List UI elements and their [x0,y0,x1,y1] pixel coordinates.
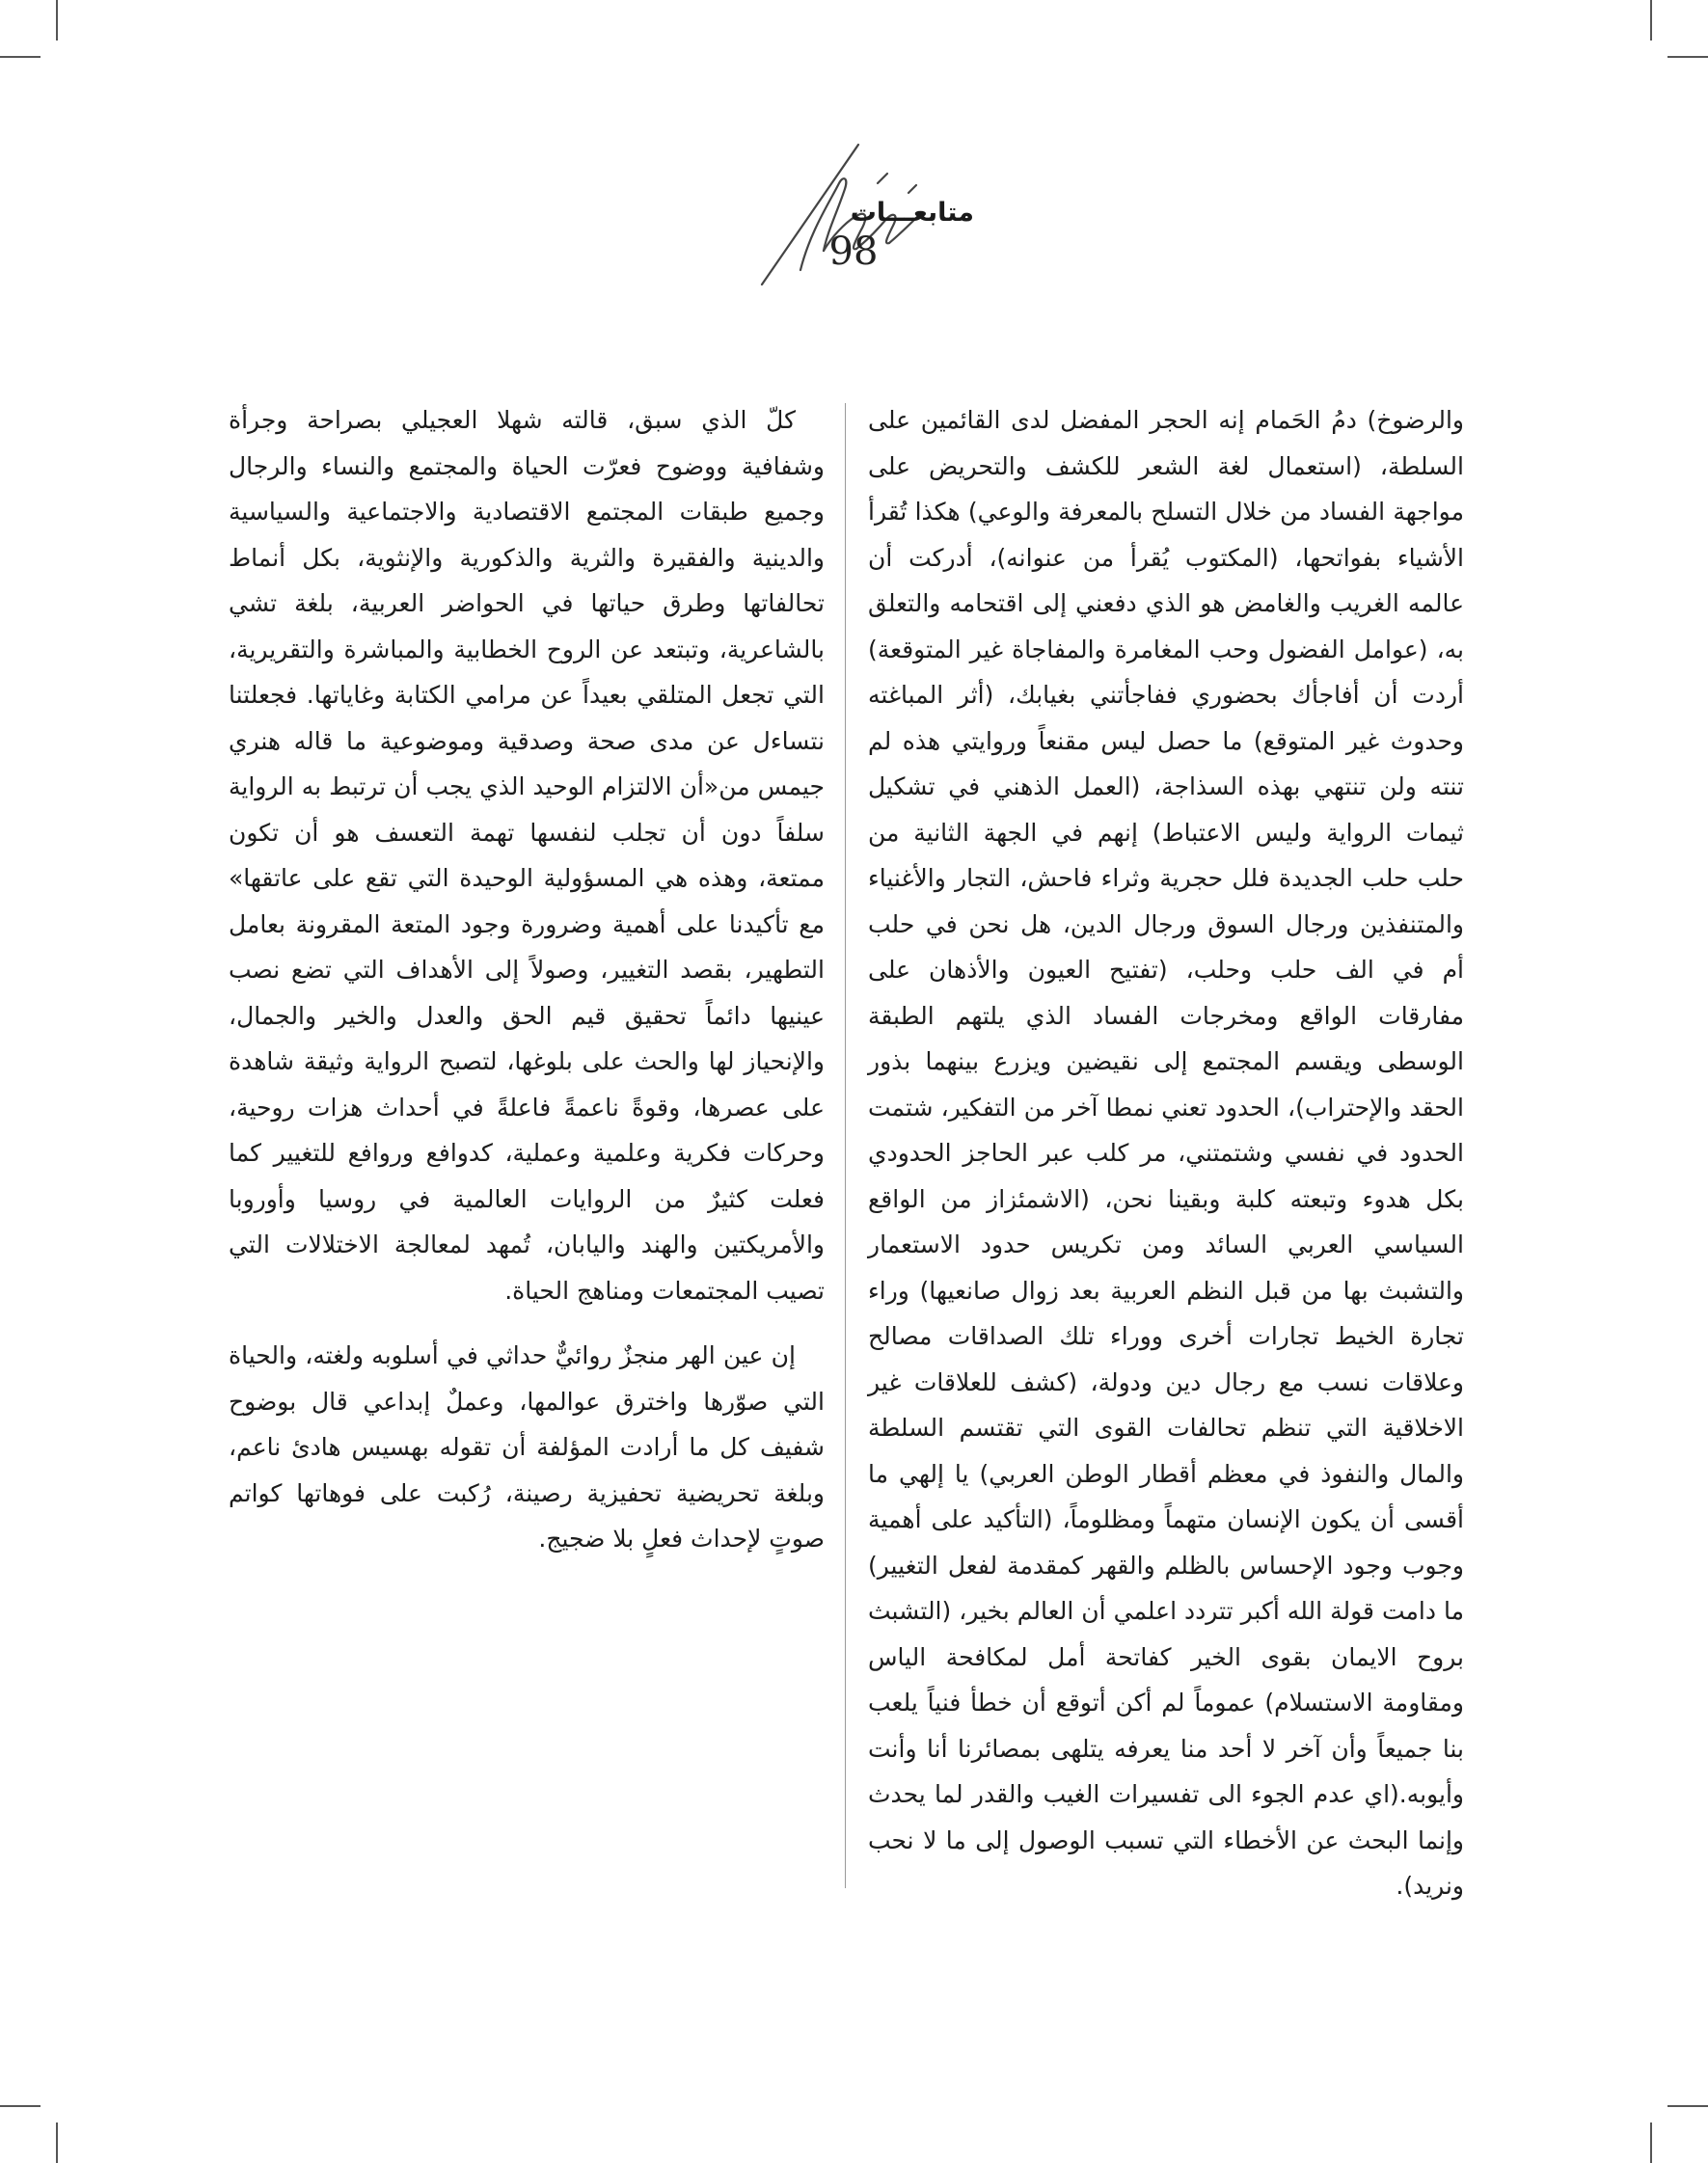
page-number: 98 [828,230,879,274]
crop-mark [56,2122,58,2163]
paragraph: كلّ الذي سبق، قالته شهلا العجيلي بصراحة وجرأة وشفافية ووضوح فعرّت الحياة والمجتمع والنساء والرجال وجميع طبقات المجتمع الاقتصادية والاجتماعية والسياسية والدينية والفقيرة والثرية والذكورية والإنثوية، بكل أنماط تحالفاتها وطرق حياتها في الحواضر العربية، بلغة تشي بالشاعرية، وتبتعد عن الروح الخطابية والمباشرة والتقريرية، التي تجعل المتلقي بعيداً عن مرامي الكتابة وغاياتها. فجعلتنا نتساءل عن مدى صحة وصدقية وموضوعية ما قاله هنري جيمس من«أن الالتزام الوحيد الذي يجب أن ترتبط به الرواية سلفاً دون أن تجلب لنفسها تهمة التعسف هو أن تكون ممتعة، وهذه هي المسؤولية الوحيدة التي تقع على عاتقها» مع تأكيدنا على أهمية وضرورة وجود المتعة المقرونة بعامل التطهير، بقصد التغيير، وصولاً إلى الأهداف التي تضع نصب عينيها دائماً تحقيق قيم الحق والعدل والخير والجمال، والإنحياز لها والحث على بلوغها، لتصبح الرواية وثيقة شاهدة على عصرها، وقوةً ناعمةً فاعلةً في أحداث هزات روحية، وحركات فكرية وعلمية وعملية، كدوافع وروافع للتغيير كما فعلت كثيرٌ من الروايات العالمية في روسيا وأوروبا والأمريكتين والهند واليابان، تُمهد لمعالجة الاختلالات التي تصيب المجتمعات ومناهج الحياة. [229,406,825,1305]
crop-mark [1650,2122,1652,2163]
page-header [0,0,1708,328]
paragraph: والرضوخ) دمُ الحَمام إنه الحجر المفضل لدى القائمين على السلطة، (استعمال لغة الشعر للكشف والتحريض على مواجهة الفساد من خلال التسلح بالمعرفة والوعي) هكذا تُقرأ الأشياء بفواتحها، (المكتوب يُقرأ من عنوانه)، أدركت أن عالمه الغريب والغامض هو الذي دفعني إلى اقتحامه والتعلق به، (عوامل الفضول وحب المغامرة والمفاجاة غير المتوقعة) أردت أن أفاجأك بحضوري ففاجأتني بغيابك، (أثر المباغته وحدوث غير المتوقع) ما حصل ليس مقنعاً وروايتي هذه لم تنته ولن تنتهي بهذه السذاجة، (العمل الذهني في تشكيل ثيمات الرواية وليس الاعتباط) إنهم في الجهة الثانية من حلب حلب الجديدة فلل حجرية وثراء فاحش، التجار والأغنياء والمتنفذين ورجال السوق ورجال الدين، هل نحن في حلب أم في الف حلب وحلب، (تفتيح العيون والأذهان على مفارقات الواقع ومخرجات الفساد الذي يلتهم الطبقة الوسطى ويقسم المجتمع إلى نقيضين ويزرع بينهما بذور الحقد والإحتراب)، الحدود تعني نمطا آخر من التفكير، شتمت الحدود في نفسي وشتمتني، مر كلب عبر الحاجز الحدودي بكل هدوء وتبعته كلبة وبقينا نحن، (الاشمئزاز من الواقع السياسي العربي السائد ومن تكريس حدود الاستعمار والتشبث بها من قبل النظم العربية بعد زوال صانعيها) وراء تجارة الخيط تجارات أخرى ووراء تلك الصداقات مصالح وعلاقات نسب مع رجال دين ودولة، (كشف للعلاقات غير الاخلاقية التي تنظم تحالفات القوى التي تقتسم السلطة والمال والنفوذ في معظم أقطار الوطن العربي) يا إلهي ما أقسى أن يكون الإنسان متهماً ومظلوماً، (التأكيد على أهمية وجوب وجود الإحساس بالظلم والقهر كمقدمة لفعل التغيير) ما دامت قولة الله أكبر تتردد اعلمي أن العالم بخير، (التشبث بروح الايمان بقوى الخير كفاتحة أمل لمكافحة الياس ومقاومة الاستسلام) عموماً لم أكن أتوقع أن خطأ فنياً يلعب بنا جميعاً وأن آخر لا أحد منا يعرفه يتلهى بمصائرنا أنا وأنت وأيوبه.(اي عدم الجوء الى تفسيرات الغيب والقدر لما يحدث وإنما البحث عن الأخطاء التي تسبب الوصول إلى ما لا نحب ونريد). [868,406,1464,1900]
section-label: متابعـــات [850,198,974,228]
column-divider [845,403,846,1888]
text-column-left [229,397,825,1562]
text-column-right [868,397,1464,1909]
crop-mark [1667,2105,1708,2107]
paragraph: إن عين الهر منجزٌ روائيٌّ حداثي في أسلوبه ولغته، والحياة التي صوّرها واخترق عوالمها، وعملٌ إبداعي قال بوضوح شفيف كل ما أرادت المؤلفة أن تقوله بهسيس هادئ ناعم، وبلغة تحريضية تحفيزية رصينة، رُكبت على فوهاتها كواتم صوتٍ لإحداث فعلٍ بلا ضجيج. [229,1341,825,1553]
crop-mark [0,2105,41,2107]
